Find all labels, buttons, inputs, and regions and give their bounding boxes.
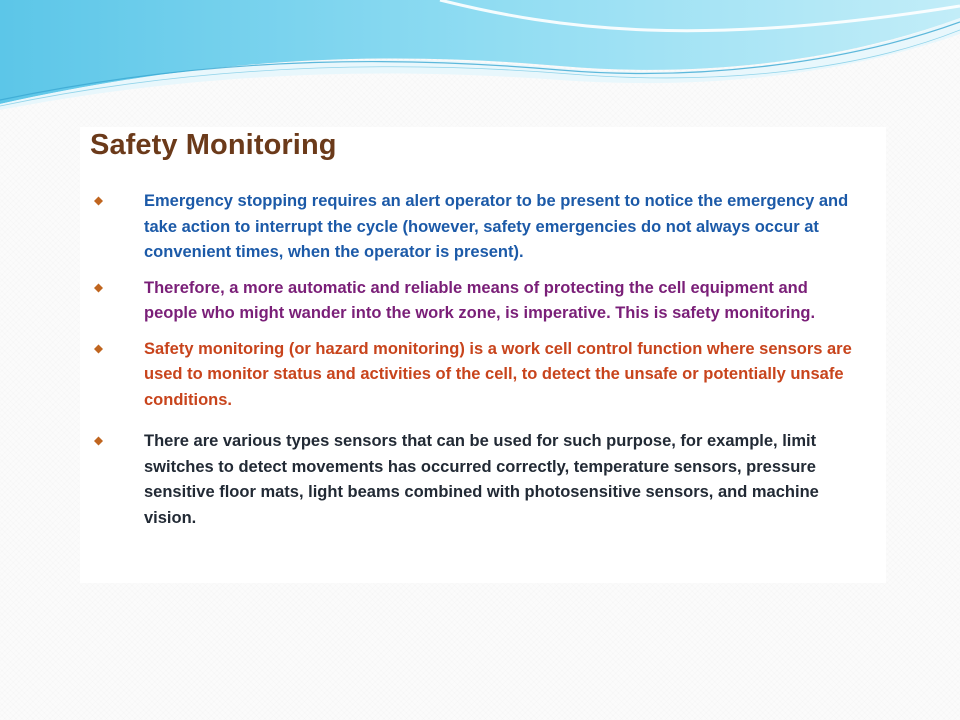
bullet-text: Safety monitoring (or hazard monitoring) is a work cell control function where sensors are used to monitor status and activities of the cell, to detect the unsafe or potentially unsafe conditions. xyxy=(144,339,852,409)
bullet-text: There are various types sensors that can be used for such purpose, for example, limit switches to detect movements has occurred correctly, temperature sensors, pressure sensitive floor mats, light beams combined with photosensitive sensors, and machine vision. xyxy=(144,432,819,527)
bullet-item-hazard-monitoring xyxy=(80,337,886,414)
bullet-text: Emergency stopping requires an alert operator to be present to notice the emergency and take action to interrupt the cycle (however, safety emergencies do not always occur at convenient times, when the operator is present). xyxy=(144,192,849,261)
bullet-diamond-icon xyxy=(94,436,103,446)
bullet-item-sensor-types xyxy=(80,429,886,531)
content-panel xyxy=(80,127,886,583)
bullet-text: Therefore, a more automatic and reliable means of protecting the cell equipment and people who might wander into the work zone, is imperative. This is safety monitoring. xyxy=(144,278,816,322)
header-wave-decoration xyxy=(0,0,960,120)
bullet-item-emergency-stopping xyxy=(80,189,886,266)
bullet-diamond-icon xyxy=(94,196,103,206)
bullet-diamond-icon xyxy=(94,283,103,293)
bullet-item-automatic-protection xyxy=(80,276,886,327)
bullet-list xyxy=(80,189,886,541)
slide-title: Safety Monitoring xyxy=(90,129,337,161)
bullet-diamond-icon xyxy=(94,344,103,354)
